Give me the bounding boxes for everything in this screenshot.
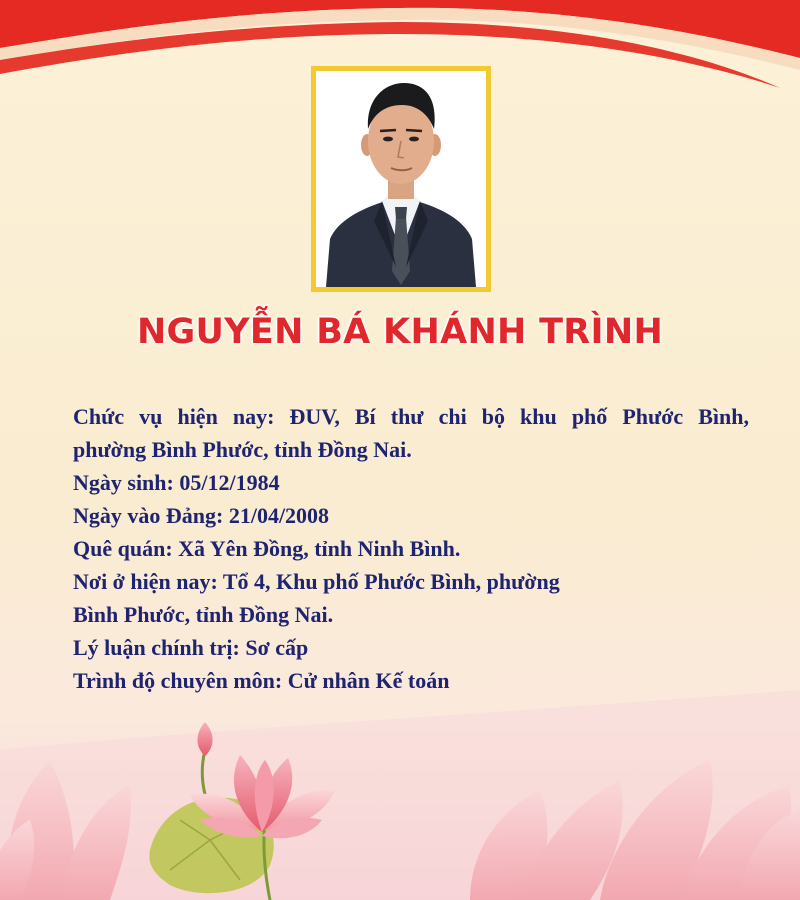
hometown: Quê quán: Xã Yên Đồng, tỉnh Ninh Bình. [73,536,461,561]
position-line-1: Chức vụ hiện nay: ĐUV, Bí thư chi bộ khu phố Phước Bình, [73,404,749,429]
qualification: Trình độ chuyên môn: Cử nhân Kế toán [73,668,450,693]
residence-line-1: Nơi ở hiện nay: Tổ 4, Khu phố Phước Bình, phường [73,569,560,594]
person-name: NGUYỄN BÁ KHÁNH TRÌNH [136,312,664,352]
position-line-2: phường Bình Phước, tỉnh Đồng Nai. [73,437,412,462]
residence-line-2: Bình Phước, tỉnh Đồng Nai. [73,602,334,627]
political-theory: Lý luận chính trị: Sơ cấp [73,635,309,660]
portrait-photo [311,66,491,292]
birth-date: Ngày sinh: 05/12/1984 [73,470,280,495]
party-join-date: Ngày vào Đảng: 21/04/2008 [73,503,330,528]
lotus-decoration [0,690,800,900]
profile-details [73,400,749,697]
